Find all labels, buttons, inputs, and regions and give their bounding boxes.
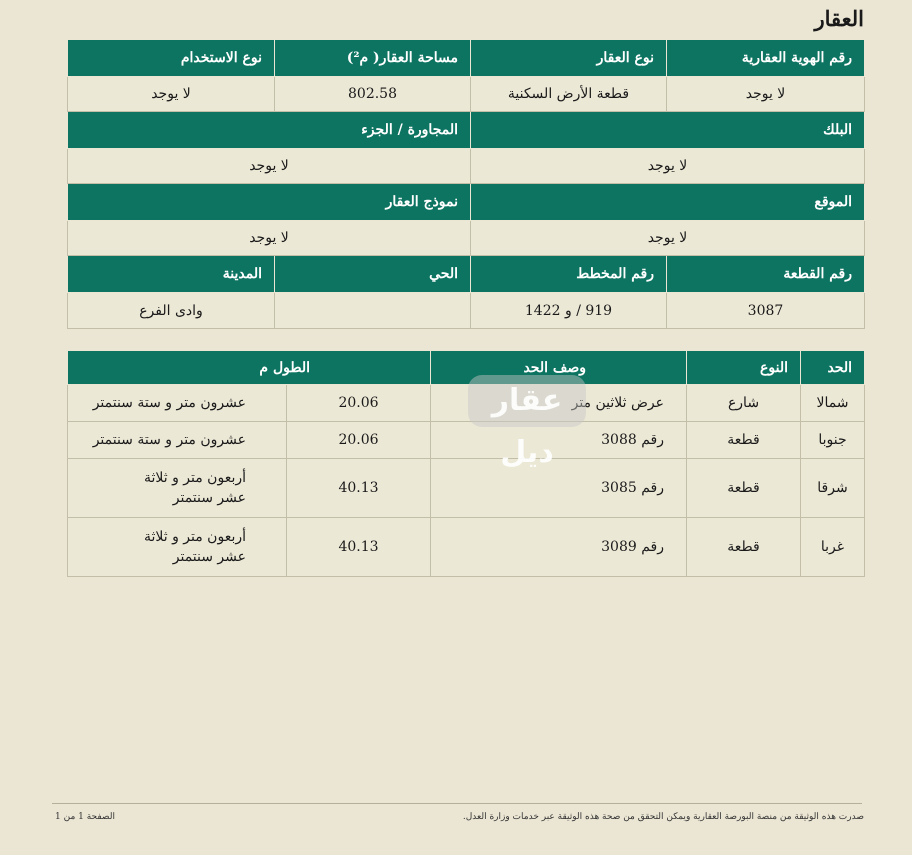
- table-row: [68, 518, 865, 577]
- header-plan-number: رقم المخطط: [471, 256, 667, 293]
- cell-description: رقم 3089: [431, 518, 687, 577]
- value-location: لا يوجد: [471, 221, 865, 256]
- value-property-model: لا يوجد: [68, 221, 471, 256]
- header-boundary: الحد: [801, 351, 865, 385]
- value-usage-type: لا يوجد: [68, 77, 275, 112]
- cell-type: شارع: [687, 385, 801, 422]
- header-usage-type: نوع الاستخدام: [68, 40, 275, 77]
- value-neighborhood-part: لا يوجد: [68, 149, 471, 184]
- cell-side: شرقا: [801, 459, 865, 518]
- cell-length-text: أربعون متر و ثلاثة عشر سنتمتر: [68, 518, 287, 577]
- cell-length: 20.06: [287, 385, 431, 422]
- header-type: النوع: [687, 351, 801, 385]
- header-city: المدينة: [68, 256, 275, 293]
- value-block: لا يوجد: [471, 149, 865, 184]
- header-neighborhood-part: المجاورة / الجزء: [68, 112, 471, 149]
- header-block: البلك: [471, 112, 865, 149]
- header-plot-number: رقم القطعة: [667, 256, 865, 293]
- cell-side: جنوبا: [801, 422, 865, 459]
- value-plot-number: 3087: [667, 293, 865, 329]
- table-row: [68, 385, 865, 422]
- value-property-id: لا يوجد: [667, 77, 865, 112]
- header-length: الطول م: [68, 351, 431, 385]
- cell-type: قطعة: [687, 518, 801, 577]
- header-property-id: رقم الهوية العقارية: [667, 40, 865, 77]
- boundaries-table: [67, 350, 865, 577]
- watermark-logo: عقار ديل: [468, 375, 586, 427]
- table-row: [68, 459, 865, 518]
- header-property-model: نموذج العقار: [68, 184, 471, 221]
- footer-note: صدرت هذه الوثيقة من منصة البورصة العقارية ويمكن التحقق من صحة هذه الوثيقة عبر خدمات وزارة العدل.: [462, 812, 864, 822]
- cell-description: عرض ثلاثين متر: [431, 385, 687, 422]
- value-city: وادى الفرع: [68, 293, 275, 329]
- cell-length: 40.13: [287, 518, 431, 577]
- cell-description: رقم 3088: [431, 422, 687, 459]
- header-property-area: مساحة العقار( م²): [275, 40, 471, 77]
- footer-divider: [52, 803, 862, 804]
- page-number: الصفحة 1 من 1: [55, 812, 115, 822]
- property-info-table: [67, 39, 865, 329]
- cell-side: شمالا: [801, 385, 865, 422]
- table-row: [68, 422, 865, 459]
- cell-length: 40.13: [287, 459, 431, 518]
- cell-length-text: عشرون متر و ستة سنتمتر: [68, 422, 287, 459]
- value-plan-number: 919 / و 1422: [471, 293, 667, 329]
- cell-length-text: أربعون متر و ثلاثة عشر سنتمتر: [68, 459, 287, 518]
- value-property-area: 802.58: [275, 77, 471, 112]
- value-property-type: قطعة الأرض السكنية: [471, 77, 667, 112]
- section-title: العقار: [814, 6, 864, 31]
- cell-description: رقم 3085: [431, 459, 687, 518]
- cell-length: 20.06: [287, 422, 431, 459]
- cell-length-text: عشرون متر و ستة سنتمتر: [68, 385, 287, 422]
- value-district: [275, 293, 471, 329]
- cell-type: قطعة: [687, 422, 801, 459]
- cell-side: غربا: [801, 518, 865, 577]
- header-description: وصف الحد: [431, 351, 687, 385]
- header-property-type: نوع العقار: [471, 40, 667, 77]
- cell-type: قطعة: [687, 459, 801, 518]
- header-district: الحي: [275, 256, 471, 293]
- header-location: الموقع: [471, 184, 865, 221]
